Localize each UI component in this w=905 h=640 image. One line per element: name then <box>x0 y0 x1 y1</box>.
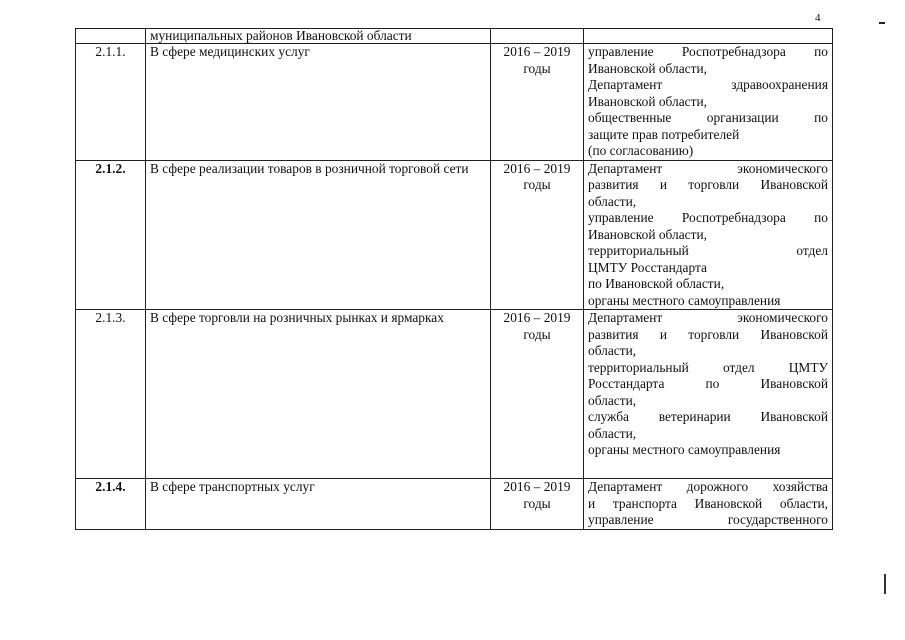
term-line: годы <box>523 177 551 192</box>
term-line: годы <box>523 60 551 76</box>
row-executors <box>584 44 833 161</box>
row-name: В сфере медицинских услуг <box>146 44 491 161</box>
table-row <box>76 310 833 479</box>
table-cell <box>584 29 833 44</box>
executor-line: Ивановской области, <box>588 60 707 76</box>
continuation-cell: муниципальных районов Ивановской области <box>146 29 491 44</box>
executor-line: развития и торговли Ивановской <box>588 326 828 342</box>
executor-line: органы местного самоуправления <box>588 292 781 308</box>
scan-mark <box>879 22 885 24</box>
executor-line: Росстандарта по Ивановской <box>588 376 828 391</box>
continuation-row <box>76 29 833 44</box>
executor-line: территориальный отдел <box>588 243 828 258</box>
table-row <box>76 479 833 530</box>
executor-line: (по согласованию) <box>588 143 694 158</box>
executor-line: Департамент экономического <box>588 160 828 176</box>
term-line: 2016 – 2019 <box>503 160 571 176</box>
executor-line: общественные организации по <box>588 110 828 125</box>
page-number: 4 <box>815 12 821 24</box>
row-name: В сфере реализации товаров в розничной торговой сети <box>146 160 491 310</box>
executor-line: Департамент экономического <box>588 310 828 325</box>
row-executors <box>584 479 833 530</box>
term-line: 2016 – 2019 <box>503 479 571 494</box>
executor-line: территориальный отдел ЦМТУ <box>588 359 828 375</box>
executor-line: управление Роспотребнадзора по <box>588 44 828 59</box>
executor-line: служба ветеринарии Ивановской <box>588 409 828 424</box>
table-cell <box>76 29 146 44</box>
executor-line: Департамент дорожного хозяйства <box>588 479 828 494</box>
executor-line: области, <box>588 425 637 441</box>
executor-line: органы местного самоуправления <box>588 442 781 457</box>
executor-line: Департамент здравоохранения <box>588 77 828 92</box>
row-executors <box>584 310 833 479</box>
measures-table <box>75 28 833 530</box>
executor-line: ЦМТУ Росстандарта <box>588 259 707 275</box>
row-number: 2.1.2. <box>76 160 146 310</box>
row-term <box>491 310 584 479</box>
executor-line: области, <box>588 193 637 209</box>
scan-mark <box>884 574 886 594</box>
executor-line: Ивановской области, <box>588 226 707 242</box>
row-executors <box>584 160 833 310</box>
executor-line: защите прав потребителей <box>588 126 740 142</box>
row-number: 2.1.4. <box>76 479 146 530</box>
row-term <box>491 479 584 530</box>
executor-line: Ивановской области, <box>588 93 707 109</box>
executor-line: и транспорта Ивановской области, <box>588 495 828 511</box>
term-line: годы <box>523 326 551 342</box>
row-name: В сфере транспортных услуг <box>146 479 491 530</box>
table-cell <box>491 29 584 44</box>
executor-line: области, <box>588 343 637 358</box>
table-row <box>76 44 833 161</box>
executor-line: области, <box>588 392 637 408</box>
executor-line: развития и торговли Ивановской <box>588 177 828 192</box>
term-line: годы <box>523 495 551 511</box>
row-number: 2.1.1. <box>76 44 146 161</box>
executor-line: управление Роспотребнадзора по <box>588 210 828 225</box>
executor-line: по Ивановской области, <box>588 276 725 291</box>
row-name: В сфере торговли на розничных рынках и ярмарках <box>146 310 491 479</box>
term-line: 2016 – 2019 <box>503 44 571 59</box>
row-term <box>491 44 584 161</box>
executor-line: управление государственного <box>588 512 828 527</box>
table-row <box>76 160 833 310</box>
term-line: 2016 – 2019 <box>503 310 571 325</box>
row-number: 2.1.3. <box>76 310 146 479</box>
row-term <box>491 160 584 310</box>
